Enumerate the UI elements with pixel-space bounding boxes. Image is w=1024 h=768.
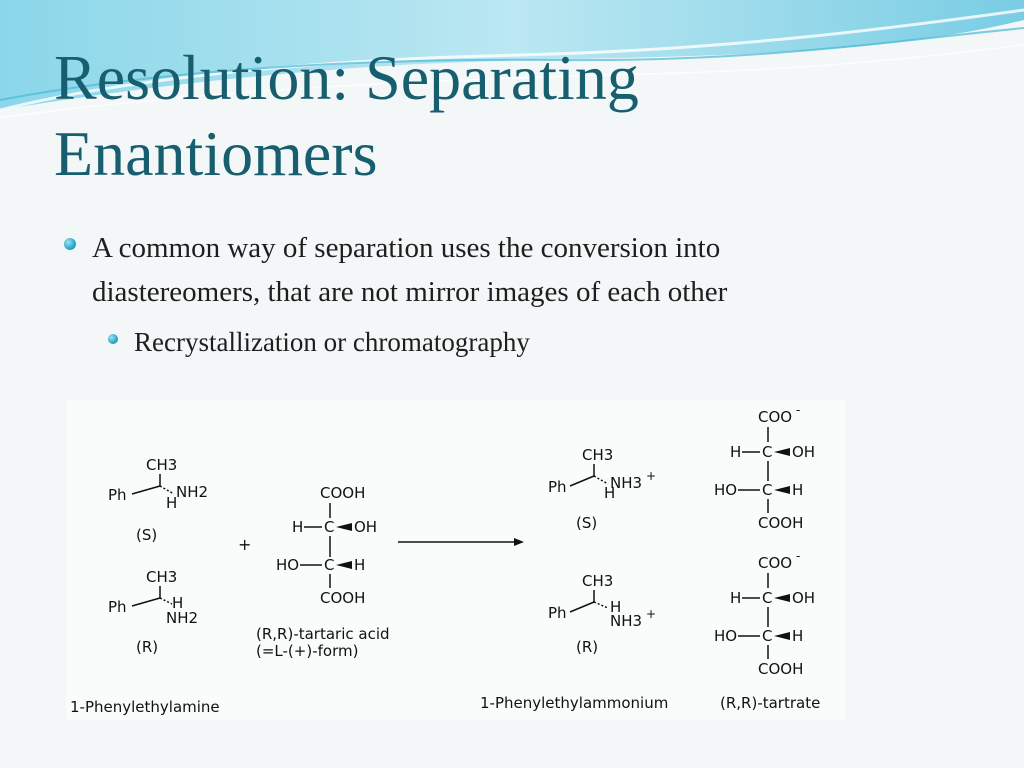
h-left-label: H [730,443,742,461]
nh2-label: NH2 [176,483,209,501]
c-label: C [762,589,773,607]
slide-title-line-1: Resolution: Separating [54,42,639,113]
charge-label: - [796,403,801,417]
ph-label: Ph [108,598,127,616]
h-label: H [604,484,616,502]
bullet-line: diastereomers, that are not mirror images of each other [92,276,728,308]
slide-title [54,40,1004,192]
cooh-top-label: COOH [320,484,366,502]
h-right-label: H [354,556,366,574]
h-left-label: H [292,518,304,536]
caption-tartrate: (R,R)-tartrate [720,694,821,712]
bullet-level-2 [134,322,994,362]
c-label: C [324,556,335,574]
slide-title-line-2: Enantiomers [54,118,378,189]
charge-label: - [796,549,801,563]
tartaric-name-label: (R,R)-tartaric acid [256,625,390,643]
cooh-bottom-label: COOH [758,514,804,532]
ch3-label: CH3 [582,446,614,464]
ph-label: Ph [548,604,567,622]
config-label: (S) [136,526,158,544]
nh3-label: NH3 [610,612,643,630]
ph-label: Ph [108,486,127,504]
charge-label: + [646,469,657,483]
ho-left-label: HO [276,556,300,574]
nh3-label: NH3 [610,474,643,492]
charge-label: + [646,607,657,621]
h-label: H [166,494,178,512]
cooh-bottom-label: COOH [320,589,366,607]
oh-right-label: OH [354,518,378,536]
ch3-label: CH3 [146,456,178,474]
cooh-bottom-label: COOH [758,660,804,678]
coo-label: COO [758,408,793,426]
config-label: (R) [576,638,599,656]
h-label: H [610,598,622,616]
h-left-label: H [730,589,742,607]
h-label: H [172,594,184,612]
oh-right-label: OH [792,443,816,461]
ph-label: Ph [548,478,567,496]
bullet-line: Recrystallization or chromatography [134,327,530,357]
config-label: (R) [136,638,159,656]
tartaric-form-label: (=L-(+)-form) [256,642,359,660]
bullet-dot-icon [64,238,76,250]
c-label: C [762,443,773,461]
coo-label: COO [758,554,793,572]
c-label: C [762,481,773,499]
ch3-label: CH3 [146,568,178,586]
ho-left-label: HO [714,481,738,499]
reaction-scheme-figure [66,400,846,720]
caption-ammonium: 1-Phenylethylammonium [480,694,669,712]
c-label: C [324,518,335,536]
config-label: (S) [576,514,598,532]
ho-left-label: HO [714,627,738,645]
oh-right-label: OH [792,589,816,607]
c-label: C [762,627,773,645]
bullet-level-1 [92,226,992,314]
bullet-line: A common way of separation uses the conversion into [92,232,721,264]
ch3-label: CH3 [582,572,614,590]
h-right-label: H [792,481,804,499]
nh2-label: NH2 [166,609,199,627]
plus-sign: + [238,535,252,554]
h-right-label: H [792,627,804,645]
sub-bullet-dot-icon [108,334,118,344]
caption-amine: 1-Phenylethylamine [70,698,220,716]
